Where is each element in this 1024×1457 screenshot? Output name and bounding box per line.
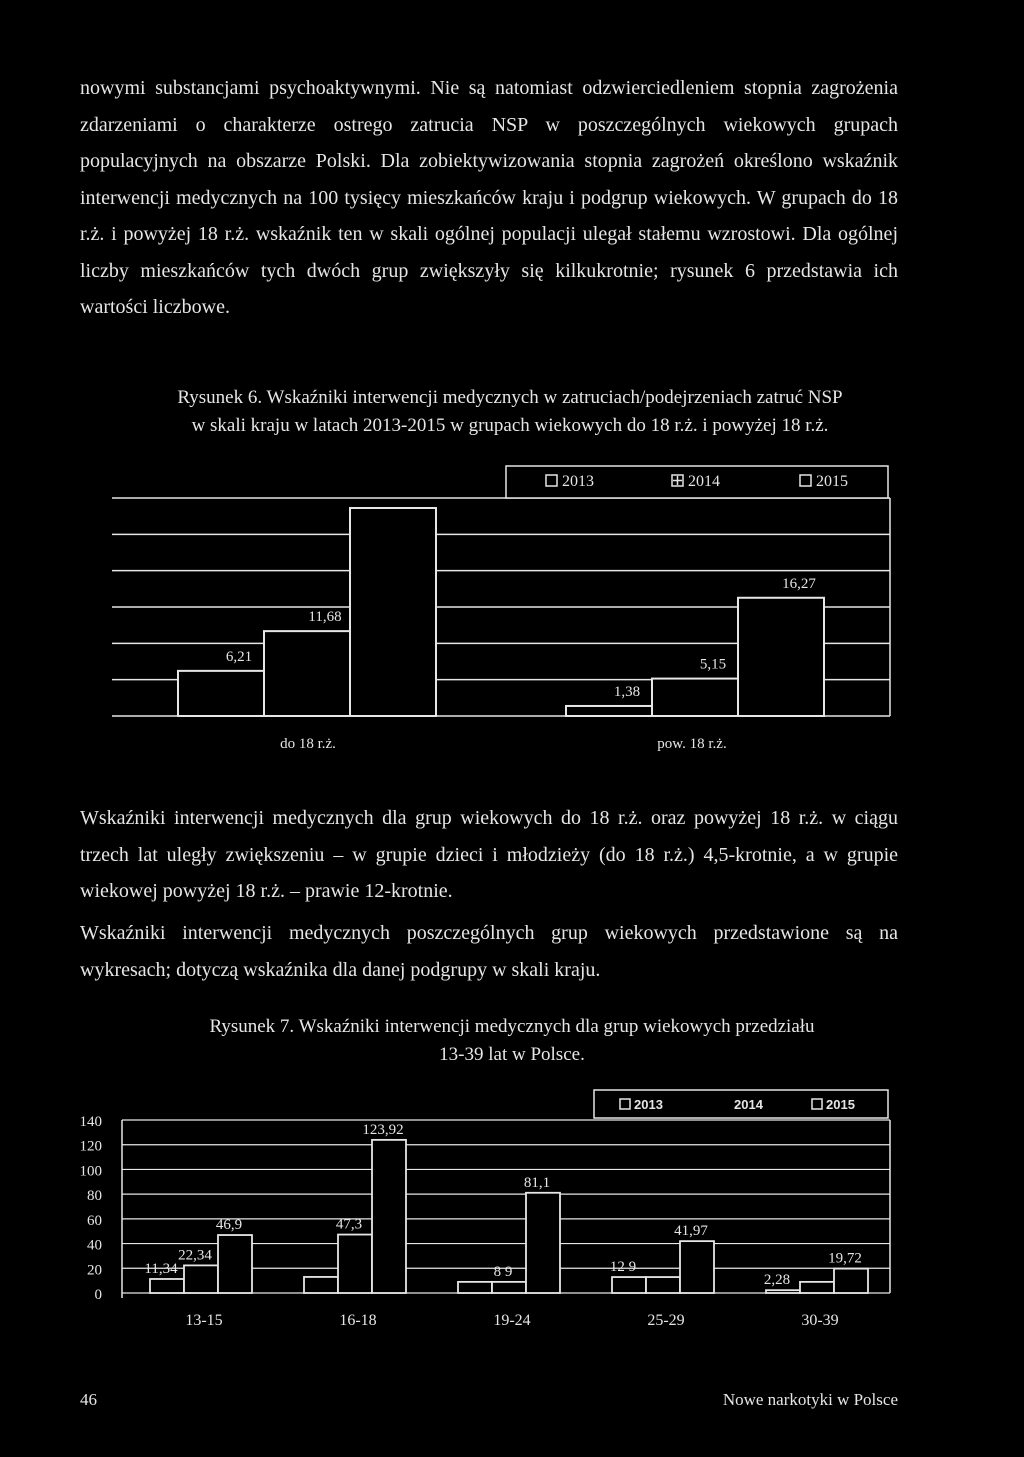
- chart7-bar-25-29-2014: [646, 1277, 680, 1293]
- chart7-category-labels: [185, 1312, 838, 1329]
- chart7-y-tick-label: 40: [87, 1237, 102, 1254]
- chart6-legend: [506, 466, 888, 498]
- chart7-legend-label: 2015: [826, 1097, 855, 1112]
- figure-7-caption-line-1: Rysunek 7. Wskaźniki interwencji medycznych dla grup wiekowych przedziału: [209, 1016, 815, 1037]
- chart7-legend: [594, 1090, 888, 1118]
- chart7-legend-label: 2014: [734, 1097, 763, 1112]
- chart7-category-label: 25-29: [647, 1312, 685, 1329]
- chart7-bar-19-24-2015: [526, 1193, 560, 1293]
- chart7-y-axis: [80, 1114, 123, 1303]
- figure-7-caption: [112, 1013, 912, 1069]
- chart7-category-label: 16-18: [339, 1312, 377, 1329]
- chart7-data-label: 2,28: [763, 1272, 791, 1289]
- figure-6-caption: [80, 384, 940, 440]
- chart7-bar-13-15-2013: [150, 1279, 184, 1293]
- page-number: 46: [80, 1390, 97, 1409]
- figure-7-caption-line-2: 13-39 lat w Polsce.: [439, 1044, 585, 1065]
- chart6-data-label: 11,68: [308, 609, 342, 626]
- chart7-data-label: 41,97: [674, 1223, 708, 1240]
- chart7-bar-19-24-2014: [492, 1282, 526, 1293]
- chart7-bar-30-39-2015: [834, 1269, 868, 1293]
- chart7-data-label: 8 9: [493, 1263, 513, 1280]
- chart7-bar-16-18-2015: [372, 1140, 406, 1293]
- figure-6-caption-line-2: w skali kraju w latach 2013-2015 w grupach wiekowych do 18 r.ż. i powyżej 18 r.ż.: [191, 415, 829, 436]
- chart6-bar-pow18r-2014: [652, 679, 738, 716]
- chart7-data-label: 123,92: [362, 1121, 404, 1138]
- body-paragraph-2: Wskaźniki interwencji medycznych dla grup wiekowych do 18 r.ż. oraz powyżej 18 r.ż. w ciągu trzech lat uległy zwiększeniu – w grupie dzieci i młodzieży (do 18 r.ż.) 4,5-krotnie, a w grupie wiekowej powyżej 18 r.ż. – prawie 12-krotnie.: [80, 807, 898, 902]
- chart-figure-7: [0, 1080, 1024, 1350]
- chart7-y-tick-label: 0: [94, 1287, 102, 1303]
- body-paragraph-1: nowymi substancjami psychoaktywnymi. Nie są natomiast odzwierciedleniem stopnia zagrożenia zdarzeniami o charakterze ostrego zatrucia NSP w poszczególnych wiekowych grupach populacyjnych na obszarze Polski. Dla zobiektywizowania stopnia zagrożeń określono wskaźnik interwencji medycznych na 100 tysięcy mieszkańców kraju i podgrup wiekowych. W grupach do 18 r.ż. i powyżej 18 r.ż. wskaźnik ten w skali ogólnej populacji ulegał stałemu wzrostowi. Dla ogólnej liczby mieszkańców tych dwóch grup zwiększyły się kilkukrotnie; rysunek 6 przedstawia ich wartości liczbowe.: [80, 77, 898, 318]
- chart7-data-label: 19,72: [828, 1250, 862, 1267]
- chart7-category-label: 13-15: [185, 1312, 223, 1329]
- chart6-legend-swatch: [546, 475, 557, 486]
- chart6-bar-pow18r-2015: [738, 598, 824, 716]
- chart6-data-label: 16,27: [782, 575, 816, 592]
- chart7-bar-30-39-2013: [766, 1290, 800, 1293]
- chart7-bar-13-15-2014: [184, 1265, 218, 1293]
- chart7-y-tick-label: 100: [79, 1163, 102, 1180]
- chart6-data-label: 5,15: [699, 656, 727, 673]
- chart7-bar-13-15-2015: [218, 1235, 252, 1293]
- chart6-legend-swatch: [800, 475, 811, 486]
- chart7-bar-25-29-2013: [612, 1277, 646, 1293]
- chart6-data-label: 1,38: [613, 683, 641, 700]
- chart6-legend-label: 2013: [562, 473, 594, 490]
- chart7-y-tick-label: 120: [79, 1138, 102, 1155]
- chart7-bar-16-18-2014: [338, 1235, 372, 1293]
- footer-title: Nowe narkotyki w Polsce: [722, 1390, 898, 1409]
- chart7-y-tick-label: 80: [87, 1188, 102, 1205]
- chart7-y-tick-label: 60: [87, 1212, 102, 1229]
- chart6-bars: [178, 508, 824, 716]
- chart7-legend-label: 2013: [634, 1097, 663, 1112]
- chart7-legend-swatch: [620, 1099, 630, 1109]
- chart6-bar-do18r-2014: [264, 631, 350, 716]
- chart7-data-label: 12 9: [609, 1259, 637, 1276]
- chart6-category-labels: [280, 736, 727, 752]
- chart-figure-6: [0, 460, 1024, 760]
- chart7-y-tick-label: 140: [79, 1114, 102, 1130]
- chart7-category-label: 19-24: [493, 1312, 531, 1329]
- chart7-bar-19-24-2013: [458, 1282, 492, 1293]
- figure-6-caption-line-1: Rysunek 6. Wskaźniki interwencji medycznych w zatruciach/podejrzeniach zatruć NSP: [177, 387, 843, 408]
- chart7-category-label: 30-39: [801, 1312, 839, 1329]
- chart6-data-label: 6,21: [225, 648, 253, 665]
- chart7-bar-25-29-2015: [680, 1241, 714, 1293]
- chart7-bar-30-39-2014: [800, 1282, 834, 1293]
- chart7-data-label: 46,9: [215, 1217, 243, 1234]
- body-paragraph-3: Wskaźniki interwencji medycznych poszczególnych grup wiekowych przedstawione są na wykresach; dotyczą wskaźnika dla danej podgrupy w skali kraju.: [80, 922, 898, 981]
- chart7-data-label: 22,34: [178, 1247, 212, 1264]
- chart7-data-label: 81,1: [523, 1174, 551, 1191]
- chart6-bar-pow18r-2013: [566, 706, 652, 716]
- chart6-legend-label: 2015: [816, 473, 848, 490]
- chart7-legend-swatch: [812, 1099, 822, 1109]
- chart6-legend-label: 2014: [688, 473, 720, 490]
- chart7-y-tick-label: 20: [87, 1262, 102, 1279]
- chart7-data-label: 47,3: [335, 1216, 363, 1233]
- chart7-bar-16-18-2013: [304, 1277, 338, 1293]
- chart6-bar-do18r-2013: [178, 671, 264, 716]
- chart7-data-label: 11,34: [144, 1260, 178, 1277]
- chart6-category-label: pow. 18 r.ż.: [657, 736, 727, 752]
- chart6-category-label: do 18 r.ż.: [280, 736, 336, 752]
- chart6-bar-do18r-2015: [350, 508, 436, 716]
